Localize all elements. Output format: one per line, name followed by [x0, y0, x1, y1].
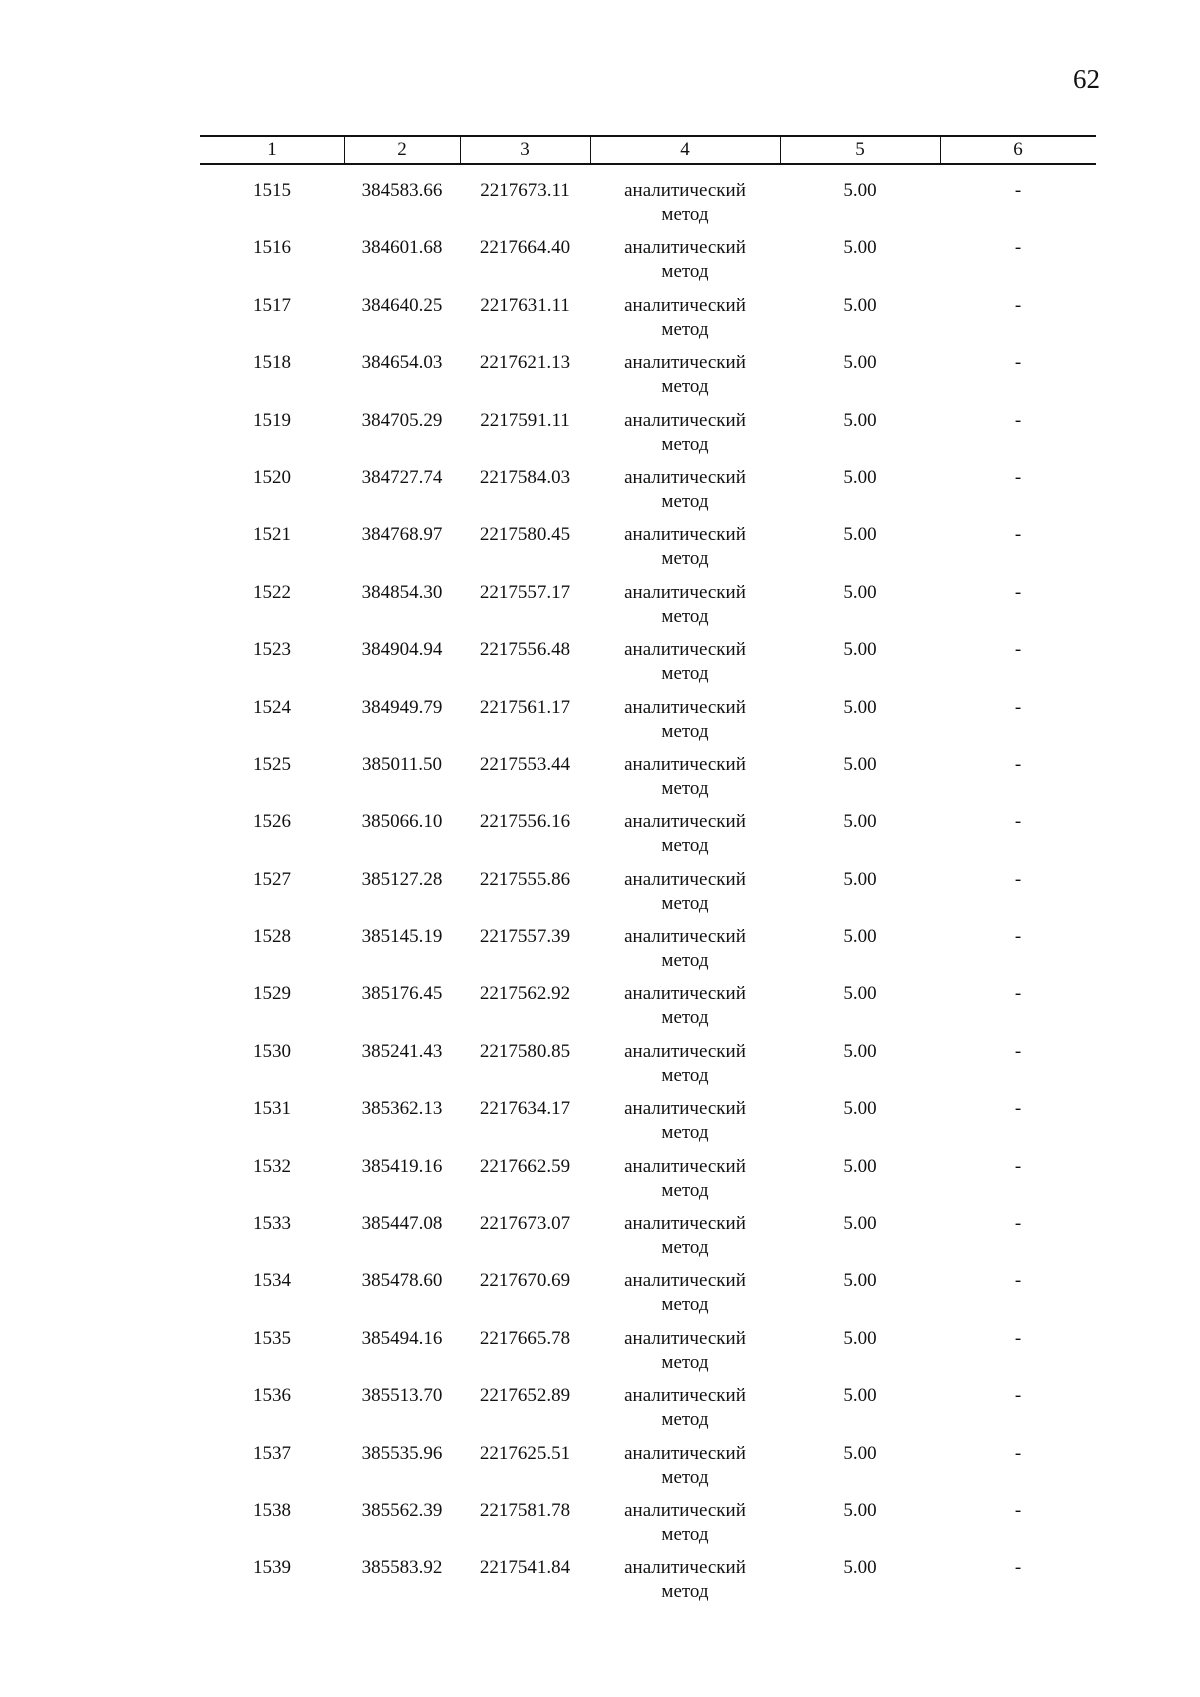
method-line-1: аналитический — [624, 868, 746, 890]
coordinate-x: 384727.74 — [361, 466, 443, 488]
coordinate-x: 385478.60 — [361, 1270, 443, 1292]
method — [590, 1556, 780, 1604]
coordinate-x: 384854.30 — [361, 581, 443, 603]
table-row — [200, 753, 1096, 810]
coordinate-x: 384583.66 — [361, 180, 443, 201]
header-col-2: 2 — [397, 139, 407, 160]
column-divider — [780, 137, 781, 163]
table-row — [200, 1155, 1096, 1212]
accuracy: 5.00 — [843, 868, 877, 890]
accuracy: 5.00 — [843, 1499, 877, 1521]
note: - — [1014, 581, 1022, 603]
method — [590, 294, 780, 342]
coordinate-x: 384601.68 — [361, 237, 443, 259]
point-number: 1526 — [253, 811, 291, 833]
accuracy: 5.00 — [843, 1155, 877, 1177]
coordinate-y: 2217581.78 — [479, 1499, 571, 1521]
accuracy: 5.00 — [843, 352, 877, 374]
table-row — [200, 351, 1096, 408]
coordinate-x: 385127.28 — [361, 868, 443, 890]
point-number: 1522 — [253, 581, 291, 603]
coordinate-y: 2217584.03 — [479, 466, 571, 488]
method-line-2: метод — [661, 376, 709, 398]
method-line-1: аналитический — [624, 352, 746, 374]
method — [590, 868, 780, 916]
coordinates-table — [200, 135, 1096, 1614]
coordinate-y: 2217553.44 — [479, 753, 571, 775]
note: - — [1014, 409, 1022, 431]
method-line-2: метод — [661, 318, 709, 340]
note: - — [1014, 926, 1022, 948]
coordinate-y: 2217631.11 — [480, 294, 570, 316]
method-line-1: аналитический — [624, 466, 746, 488]
point-number: 1521 — [253, 524, 291, 546]
method — [590, 1269, 780, 1317]
method-line-1: аналитический — [624, 1499, 746, 1521]
coordinate-x: 385241.43 — [361, 1040, 443, 1062]
coordinate-x: 385176.45 — [361, 983, 443, 1005]
method — [590, 1040, 780, 1088]
column-divider — [460, 137, 461, 163]
coordinate-y: 2217556.16 — [479, 811, 571, 833]
coordinate-x: 385362.13 — [361, 1098, 443, 1120]
method-line-2: метод — [661, 892, 709, 914]
table-row — [200, 523, 1096, 580]
method — [590, 1327, 780, 1375]
point-number: 1537 — [253, 1442, 291, 1464]
method-line-2: метод — [661, 835, 709, 857]
method-line-1: аналитический — [624, 1040, 746, 1062]
coordinate-y: 2217670.69 — [479, 1270, 571, 1292]
coordinate-y: 2217580.45 — [479, 524, 571, 546]
coordinate-x: 384640.25 — [361, 294, 443, 316]
accuracy: 5.00 — [843, 1098, 877, 1120]
coordinate-y: 2217555.86 — [479, 868, 571, 890]
point-number: 1532 — [253, 1155, 291, 1177]
table-row — [200, 581, 1096, 638]
accuracy: 5.00 — [843, 180, 877, 201]
table-row — [200, 1097, 1096, 1154]
point-number: 1538 — [253, 1499, 291, 1521]
method-line-2: метод — [661, 950, 709, 972]
point-number: 1536 — [253, 1385, 291, 1407]
coordinate-y: 2217561.17 — [479, 696, 571, 718]
table-row — [200, 982, 1096, 1039]
method-line-1: аналитический — [624, 294, 746, 316]
coordinate-y: 2217580.85 — [479, 1040, 571, 1062]
method — [590, 1097, 780, 1145]
accuracy: 5.00 — [843, 466, 877, 488]
method — [590, 638, 780, 686]
note: - — [1014, 1040, 1022, 1062]
table-row — [200, 409, 1096, 466]
accuracy: 5.00 — [843, 696, 877, 718]
table-row — [200, 1327, 1096, 1384]
table-row — [200, 179, 1096, 236]
note: - — [1014, 1155, 1022, 1177]
note: - — [1014, 466, 1022, 488]
method-line-1: аналитический — [624, 811, 746, 833]
note: - — [1014, 1327, 1022, 1349]
note: - — [1014, 868, 1022, 890]
table-row — [200, 696, 1096, 753]
method-line-2: метод — [661, 548, 709, 570]
point-number: 1516 — [253, 237, 291, 259]
coordinate-x: 385419.16 — [361, 1155, 443, 1177]
accuracy: 5.00 — [843, 1327, 877, 1349]
coordinate-x: 385011.50 — [361, 753, 443, 775]
coordinate-x: 385513.70 — [361, 1385, 443, 1407]
method — [590, 925, 780, 973]
method-line-2: метод — [661, 1007, 709, 1029]
method-line-1: аналитический — [624, 1327, 746, 1349]
method — [590, 1155, 780, 1203]
table-row — [200, 1499, 1096, 1556]
note: - — [1014, 753, 1022, 775]
method-line-2: метод — [661, 1523, 709, 1545]
accuracy: 5.00 — [843, 811, 877, 833]
method-line-1: аналитический — [624, 1385, 746, 1407]
method-line-1: аналитический — [624, 1442, 746, 1464]
accuracy: 5.00 — [843, 237, 877, 259]
method-line-1: аналитический — [624, 180, 746, 201]
coordinate-y: 2217652.89 — [479, 1385, 571, 1407]
method-line-2: метод — [661, 490, 709, 512]
method-line-1: аналитический — [624, 639, 746, 661]
header-col-3: 3 — [520, 139, 530, 160]
method-line-1: аналитический — [624, 237, 746, 259]
note: - — [1014, 1098, 1022, 1120]
method-line-1: аналитический — [624, 1557, 746, 1579]
coordinate-x: 384904.94 — [361, 639, 443, 661]
coordinate-y: 2217662.59 — [479, 1155, 571, 1177]
method-line-2: метод — [661, 433, 709, 455]
point-number: 1517 — [253, 294, 291, 316]
point-number: 1535 — [253, 1327, 291, 1349]
method-line-1: аналитический — [624, 1270, 746, 1292]
method-line-1: аналитический — [624, 983, 746, 1005]
method-line-2: метод — [661, 1466, 709, 1488]
method-line-2: метод — [661, 1294, 709, 1316]
coordinate-y: 2217664.40 — [479, 237, 571, 259]
method-line-1: аналитический — [624, 926, 746, 948]
coordinate-x: 385583.92 — [361, 1557, 443, 1579]
coordinate-x: 385066.10 — [361, 811, 443, 833]
point-number: 1530 — [253, 1040, 291, 1062]
note: - — [1014, 294, 1022, 316]
column-divider — [590, 137, 591, 163]
accuracy: 5.00 — [843, 1442, 877, 1464]
coordinate-x: 385447.08 — [361, 1213, 443, 1235]
point-number: 1539 — [253, 1557, 291, 1579]
accuracy: 5.00 — [843, 581, 877, 603]
method — [590, 236, 780, 284]
method — [590, 523, 780, 571]
accuracy: 5.00 — [843, 639, 877, 661]
method — [590, 179, 780, 227]
coordinate-y: 2217562.92 — [479, 983, 571, 1005]
page-number: 62 — [1073, 64, 1100, 94]
method-line-1: аналитический — [624, 409, 746, 431]
table-row — [200, 294, 1096, 351]
column-divider — [344, 137, 345, 163]
method — [590, 982, 780, 1030]
point-number: 1524 — [253, 696, 291, 718]
method — [590, 466, 780, 514]
note: - — [1014, 1270, 1022, 1292]
note: - — [1014, 352, 1022, 374]
note: - — [1014, 1213, 1022, 1235]
table-row — [200, 236, 1096, 293]
point-number: 1533 — [253, 1213, 291, 1235]
point-number: 1529 — [253, 983, 291, 1005]
note: - — [1014, 1442, 1022, 1464]
point-number: 1525 — [253, 753, 291, 775]
method — [590, 753, 780, 801]
note: - — [1014, 1557, 1022, 1579]
method — [590, 1442, 780, 1490]
coordinate-y: 2217665.78 — [479, 1327, 571, 1349]
method-line-1: аналитический — [624, 1213, 746, 1235]
method-line-2: метод — [661, 1179, 709, 1201]
method — [590, 696, 780, 744]
note: - — [1014, 237, 1022, 259]
table-row — [200, 1212, 1096, 1269]
method-line-2: метод — [661, 1237, 709, 1259]
accuracy: 5.00 — [843, 1557, 877, 1579]
method-line-2: метод — [661, 1064, 709, 1086]
method — [590, 1384, 780, 1432]
table-row — [200, 466, 1096, 523]
header-col-4: 4 — [680, 139, 690, 160]
table-row — [200, 868, 1096, 925]
point-number: 1523 — [253, 639, 291, 661]
accuracy: 5.00 — [843, 409, 877, 431]
method-line-2: метод — [661, 261, 709, 283]
accuracy: 5.00 — [843, 524, 877, 546]
note: - — [1014, 180, 1022, 201]
method-line-2: метод — [661, 1122, 709, 1144]
method — [590, 1499, 780, 1547]
note: - — [1014, 983, 1022, 1005]
method-line-2: метод — [661, 204, 709, 225]
note: - — [1014, 696, 1022, 718]
accuracy: 5.00 — [843, 1385, 877, 1407]
coordinate-y: 2217556.48 — [479, 639, 571, 661]
header-col-1: 1 — [267, 139, 277, 160]
coordinate-x: 385145.19 — [361, 926, 443, 948]
method-line-2: метод — [661, 663, 709, 685]
accuracy: 5.00 — [843, 1270, 877, 1292]
coordinate-x: 385494.16 — [361, 1327, 443, 1349]
coordinate-y: 2217557.39 — [479, 926, 571, 948]
coordinate-x: 385562.39 — [361, 1499, 443, 1521]
point-number: 1531 — [253, 1098, 291, 1120]
column-divider — [940, 137, 941, 163]
note: - — [1014, 524, 1022, 546]
table-row — [200, 925, 1096, 982]
method-line-1: аналитический — [624, 753, 746, 775]
coordinate-y: 2217557.17 — [479, 581, 571, 603]
point-number: 1518 — [253, 352, 291, 374]
method-line-2: метод — [661, 720, 709, 742]
note: - — [1014, 811, 1022, 833]
note: - — [1014, 1385, 1022, 1407]
coordinate-x: 384654.03 — [361, 352, 443, 374]
method-line-1: аналитический — [624, 524, 746, 546]
accuracy: 5.00 — [843, 926, 877, 948]
table-header — [200, 135, 1096, 165]
point-number: 1520 — [253, 466, 291, 488]
coordinate-y: 2217634.17 — [479, 1098, 571, 1120]
coordinate-x: 384949.79 — [361, 696, 443, 718]
method — [590, 351, 780, 399]
table-row — [200, 638, 1096, 695]
coordinate-y: 2217673.07 — [479, 1213, 571, 1235]
coordinate-x: 385535.96 — [361, 1442, 443, 1464]
table-row — [200, 1269, 1096, 1326]
coordinate-y: 2217625.51 — [479, 1442, 571, 1464]
accuracy: 5.00 — [843, 983, 877, 1005]
method-line-1: аналитический — [624, 1155, 746, 1177]
point-number: 1528 — [253, 926, 291, 948]
table-body — [200, 179, 1096, 1614]
accuracy: 5.00 — [843, 753, 877, 775]
point-number: 1534 — [253, 1270, 291, 1292]
coordinate-y: 2217591.11 — [480, 409, 570, 431]
note: - — [1014, 639, 1022, 661]
method-line-2: метод — [661, 1409, 709, 1431]
coordinate-x: 384768.97 — [361, 524, 443, 546]
header-col-6: 6 — [1013, 139, 1023, 160]
method-line-1: аналитический — [624, 696, 746, 718]
table-row — [200, 1040, 1096, 1097]
coordinate-y: 2217541.84 — [479, 1557, 571, 1579]
method-line-2: метод — [661, 605, 709, 627]
table-row — [200, 1556, 1096, 1613]
method — [590, 409, 780, 457]
table-row — [200, 1442, 1096, 1499]
coordinate-y: 2217621.13 — [479, 352, 571, 374]
method-line-2: метод — [661, 1351, 709, 1373]
table-row — [200, 1384, 1096, 1441]
method-line-1: аналитический — [624, 581, 746, 603]
method-line-2: метод — [661, 777, 709, 799]
note: - — [1014, 1499, 1022, 1521]
point-number: 1515 — [253, 180, 291, 201]
method-line-1: аналитический — [624, 1098, 746, 1120]
accuracy: 5.00 — [843, 1040, 877, 1062]
header-col-5: 5 — [855, 139, 865, 160]
accuracy: 5.00 — [843, 1213, 877, 1235]
method — [590, 581, 780, 629]
point-number: 1527 — [253, 868, 291, 890]
table-row — [200, 810, 1096, 867]
method-line-2: метод — [661, 1581, 709, 1603]
coordinate-y: 2217673.11 — [480, 180, 570, 201]
accuracy: 5.00 — [843, 294, 877, 316]
method — [590, 810, 780, 858]
method — [590, 1212, 780, 1260]
coordinate-x: 384705.29 — [361, 409, 443, 431]
point-number: 1519 — [253, 409, 291, 431]
